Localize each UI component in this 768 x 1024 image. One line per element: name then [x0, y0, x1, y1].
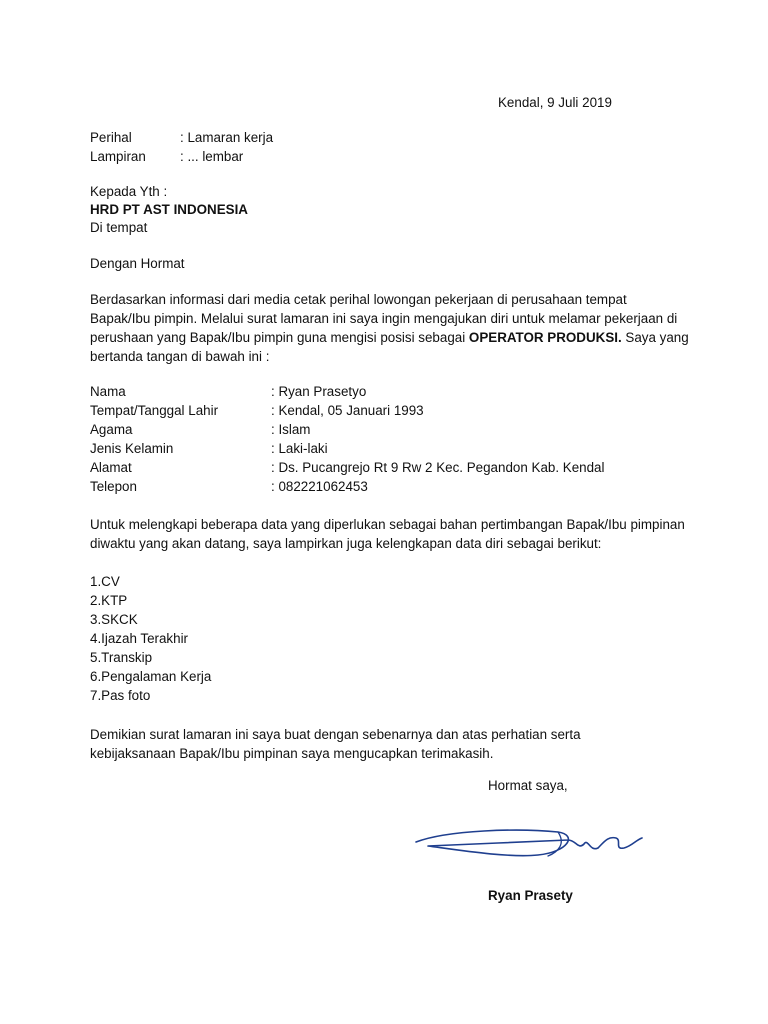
attachments-list [90, 572, 211, 705]
place-date: Kendal, 9 Juli 2019 [498, 95, 612, 110]
recipient-to: Kepada Yth : [90, 184, 168, 199]
list-item: 4.Ijazah Terakhir [90, 631, 189, 646]
intro-text-before: Berdasarkan informasi dari media cetak perihal lowongan pekerjaan di perusahaan tempat Bapak/Ibu pimpin. Melalui surat lamaran ini saya ingin mengajukan diri untuk melamar pekerjaan di perushaan yang Bapak/Ibu pimpin guna mengisi posisi sebagai [90, 292, 678, 345]
intro-text-after: Saya yang bertanda tangan di bawah ini : [90, 330, 689, 364]
identity-label: Nama [90, 384, 126, 399]
list-item: 5.Transkip [90, 650, 153, 665]
signature-image [408, 822, 648, 868]
greeting: Dengan Hormat [90, 256, 185, 271]
identity-label: Jenis Kelamin [90, 441, 174, 456]
list-item: 2.KTP [90, 593, 128, 608]
regards: Hormat saya, [488, 778, 568, 793]
identity-value: : Ds. Pucangrejo Rt 9 Rw 2 Kec. Pegandon Kab. Kendal [271, 460, 605, 475]
closing-paragraph: Demikian surat lamaran ini saya buat dengan sebenarnya dan atas perhatian serta kebijaksanaan Bapak/Ibu pimpinan saya mengucapkan terimakasih. [90, 727, 581, 761]
perihal-value: : Lamaran kerja [180, 130, 274, 145]
list-item: 1.CV [90, 574, 120, 589]
identity-value: : Laki-laki [271, 441, 328, 456]
list-item: 3.SKCK [90, 612, 138, 627]
identity-label: Agama [90, 422, 133, 437]
lampiran-label: Lampiran [90, 149, 146, 164]
identity-value: : Islam [271, 422, 311, 437]
identity-value: : Kendal, 05 Januari 1993 [271, 403, 424, 418]
identity-value: : 082221062453 [271, 479, 368, 494]
attachments-intro: Untuk melengkapi beberapa data yang diperlukan sebagai bahan pertimbangan Bapak/Ibu pimpinan diwaktu yang akan datang, saya lampirkan juga kelengkapan data diri sebagai berikut: [90, 517, 685, 551]
identity-label: Telepon [90, 479, 137, 494]
recipient-name: HRD PT AST INDONESIA [90, 202, 248, 217]
identity-value: : Ryan Prasetyo [271, 384, 367, 399]
perihal-label: Perihal [90, 130, 132, 145]
list-item: 7.Pas foto [90, 688, 151, 703]
identity-label: Tempat/Tanggal Lahir [90, 403, 219, 418]
intro-paragraph [90, 290, 690, 366]
signer-name: Ryan Prasety [488, 888, 573, 903]
identity-label: Alamat [90, 460, 132, 475]
intro-position: OPERATOR PRODUKSI. [468, 330, 622, 345]
list-item: 6.Pengalaman Kerja [90, 669, 212, 684]
recipient-place: Di tempat [90, 220, 148, 235]
lampiran-value: : ... lembar [180, 149, 244, 164]
